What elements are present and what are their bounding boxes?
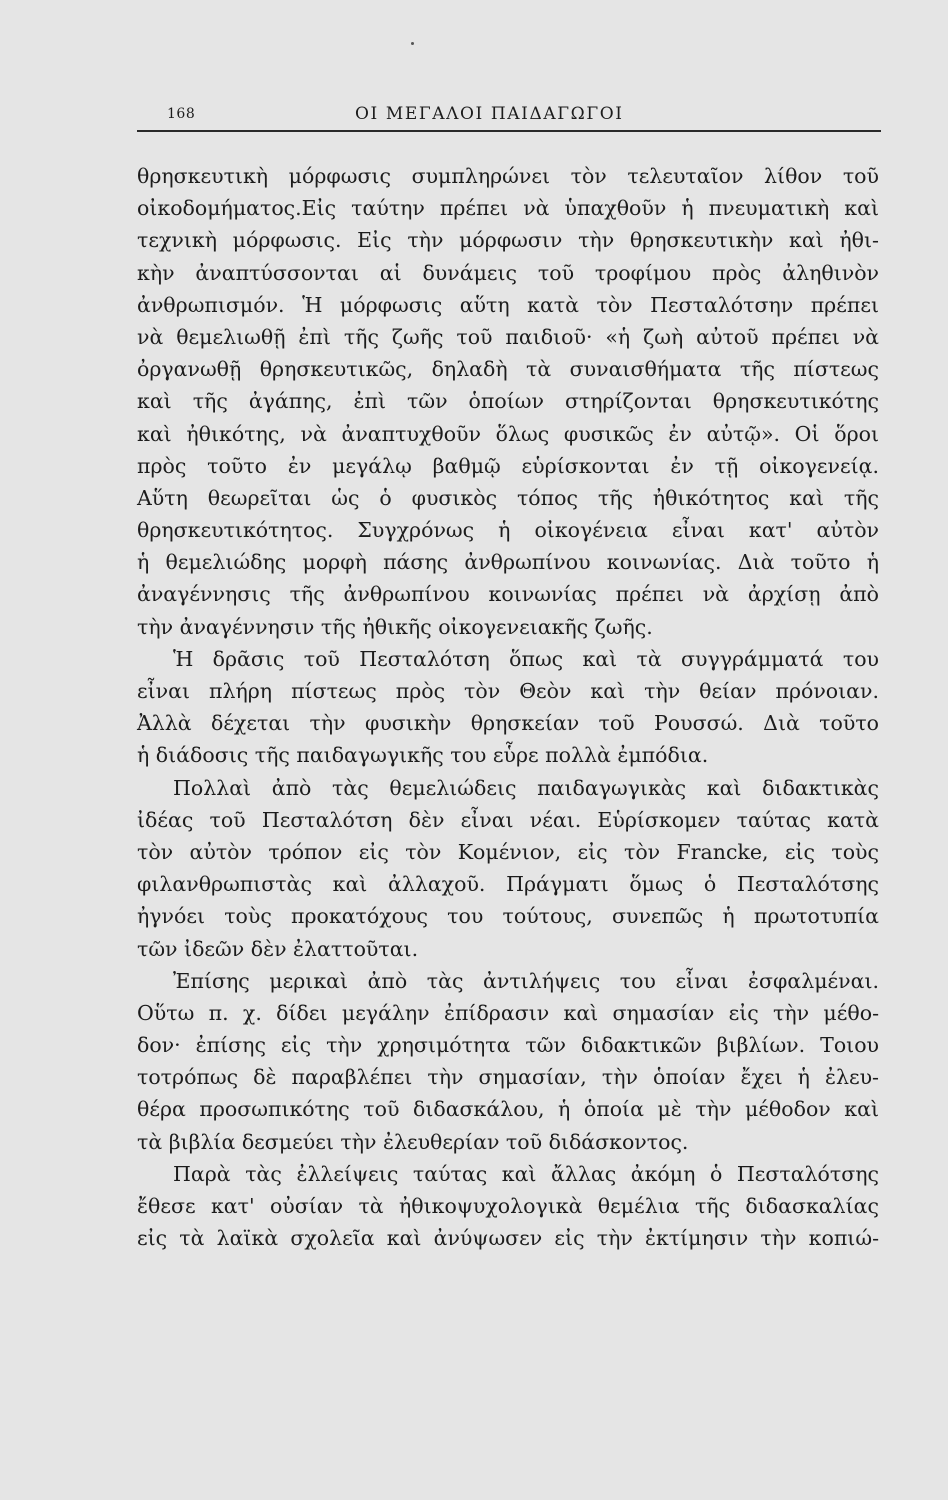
body-text [137, 160, 879, 1254]
text-line: τοτρόπως δὲ παραβλέπει τὴν σημασίαν, τὴν ὁποίαν ἔχει ἡ ἐλευ- [137, 1065, 879, 1090]
text-line: πρὸς τοῦτο ἐν μεγάλῳ βαθμῷ εὑρίσκονται ἐν τῇ οἰκογενείᾳ. [137, 453, 879, 478]
text-line: ἀναγέννησις τῆς ἀνθρωπίνου κοινωνίας πρέπει νὰ ἀρχίσῃ ἀπὸ [137, 582, 879, 607]
page-number: 168 [167, 106, 196, 122]
text-line: δον· ἐπίσης εἰς τὴν χρησιμότητα τῶν διδακτικῶν βιβλίων. Τοιου [137, 1033, 879, 1058]
text-line: φιλανθρωπιστὰς καὶ ἀλλαχοῦ. Πράγματι ὅμως ὁ Πεσταλότσης [137, 872, 879, 897]
page-header [137, 100, 881, 132]
text-line: Ἀλλὰ δέχεται τὴν φυσικὴν θρησκείαν τοῦ Ρουσσώ. Διὰ τοῦτο [137, 711, 879, 736]
text-line: ἡ διάδοσις τῆς παιδαγωγικῆς του εὗρε πολλὰ ἐμπόδια. [137, 743, 709, 768]
text-line: ἀνθρωπισμόν. Ἡ μόρφωσις αὕτη κατὰ τὸν Πεσταλότσην πρέπει [137, 292, 879, 317]
text-line: τεχνικὴ μόρφωσις. Εἰς τὴν μόρφωσιν τὴν θρησκευτικὴν καὶ ἠθι- [137, 228, 879, 253]
text-line: καὶ ἠθικότης, νὰ ἀναπτυχθοῦν ὅλως φυσικῶς ἐν αὐτῷ». Οἱ ὅροι [137, 421, 879, 446]
text-line: ἡ θεμελιώδης μορφὴ πάσης ἀνθρωπίνου κοινωνίας. Διὰ τοῦτο ἡ [137, 550, 879, 575]
text-line: τῶν ἰδεῶν δὲν ἐλαττοῦται. [137, 936, 419, 961]
text-line: θρησκευτικότητος. Συγχρόνως ἡ οἰκογένεια εἶναι κατ' αὐτὸν [137, 518, 879, 543]
text-line: θρησκευτικὴ μόρφωσις συμπληρώνει τὸν τελευταῖον λίθον τοῦ [137, 164, 879, 188]
running-title: ΟΙ ΜΕΓΑΛΟΙ ΠΑΙΔΑΓΩΓΟΙ [355, 104, 624, 124]
text-line: Πολλαὶ ἀπὸ τὰς θεμελιώδεις παιδαγωγικὰς καὶ διδακτικὰς [173, 775, 879, 800]
text-line: ἔθεσε κατ' οὐσίαν τὰ ἠθικοψυχολογικὰ θεμέλια τῆς διδασκαλίας [137, 1194, 879, 1218]
text-line: ὀργανωθῇ θρησκευτικῶς, δηλαδὴ τὰ συναισθήματα τῆς πίστεως [137, 357, 879, 382]
text-line: ἰδέας τοῦ Πεσταλότση δὲν εἶναι νέαι. Εὑρίσκομεν ταύτας κατὰ [137, 807, 879, 832]
text-line: Αὕτη θεωρεῖται ὡς ὁ φυσικὸς τόπος τῆς ἠθικότητος καὶ τῆς [137, 485, 879, 510]
text-line: Ἐπίσης μερικαὶ ἀπὸ τὰς ἀντιλήψεις του εἶναι ἐσφαλμέναι. [173, 968, 879, 993]
text-line: τὰ βιβλία δεσμεύει τὴν ἐλευθερίαν τοῦ διδάσκοντος. [137, 1129, 689, 1154]
text-line: οἰκοδομήματος.Εἰς ταύτην πρέπει νὰ ὑπαχθοῦν ἡ πνευματικὴ καὶ [137, 196, 879, 221]
text-line: Οὕτω π. χ. δίδει μεγάλην ἐπίδρασιν καὶ σημασίαν εἰς τὴν μέθο- [137, 1000, 879, 1025]
text-line: καὶ τῆς ἀγάπης, ἐπὶ τῶν ὁποίων στηρίζονται θρησκευτικότης [137, 389, 879, 414]
text-line: τὸν αὐτὸν τρόπον εἰς τὸν Κομένιον, εἰς τὸν Francke, εἰς τοὺς [137, 839, 879, 864]
text-line: ἠγνόει τοὺς προκατόχους του τούτους, συνεπῶς ἡ πρωτοτυπία [137, 904, 879, 929]
text-line: Ἡ δρᾶσις τοῦ Πεσταλότση ὅπως καὶ τὰ συγγράμματά του [173, 646, 879, 671]
text-line: θέρα προσωπικότης τοῦ διδασκάλου, ἡ ὁποία μὲ τὴν μέθοδον καὶ [137, 1097, 879, 1122]
text-line: κὴν ἀναπτύσσονται αἱ δυνάμεις τοῦ τροφίμου πρὸς ἀληθινὸν [137, 260, 879, 285]
text-line: νὰ θεμελιωθῇ ἐπὶ τῆς ζωῆς τοῦ παιδιοῦ· «ἡ ζωὴ αὐτοῦ πρέπει νὰ [137, 324, 879, 349]
speck-mark [411, 42, 414, 45]
text-line: εἶναι πλήρη πίστεως πρὸς τὸν Θεὸν καὶ τὴν θείαν πρόνοιαν. [137, 679, 879, 703]
text-line: τὴν ἀναγέννησιν τῆς ἠθικῆς οἰκογενειακῆς ζωῆς. [137, 614, 653, 639]
text-line: Παρὰ τὰς ἐλλείψεις ταύτας καὶ ἄλλας ἀκόμη ὁ Πεσταλότσης [173, 1161, 879, 1186]
text-line: εἰς τὰ λαϊκὰ σχολεῖα καὶ ἀνύψωσεν εἰς τὴν ἐκτίμησιν τὴν κοπιώ- [137, 1226, 879, 1251]
